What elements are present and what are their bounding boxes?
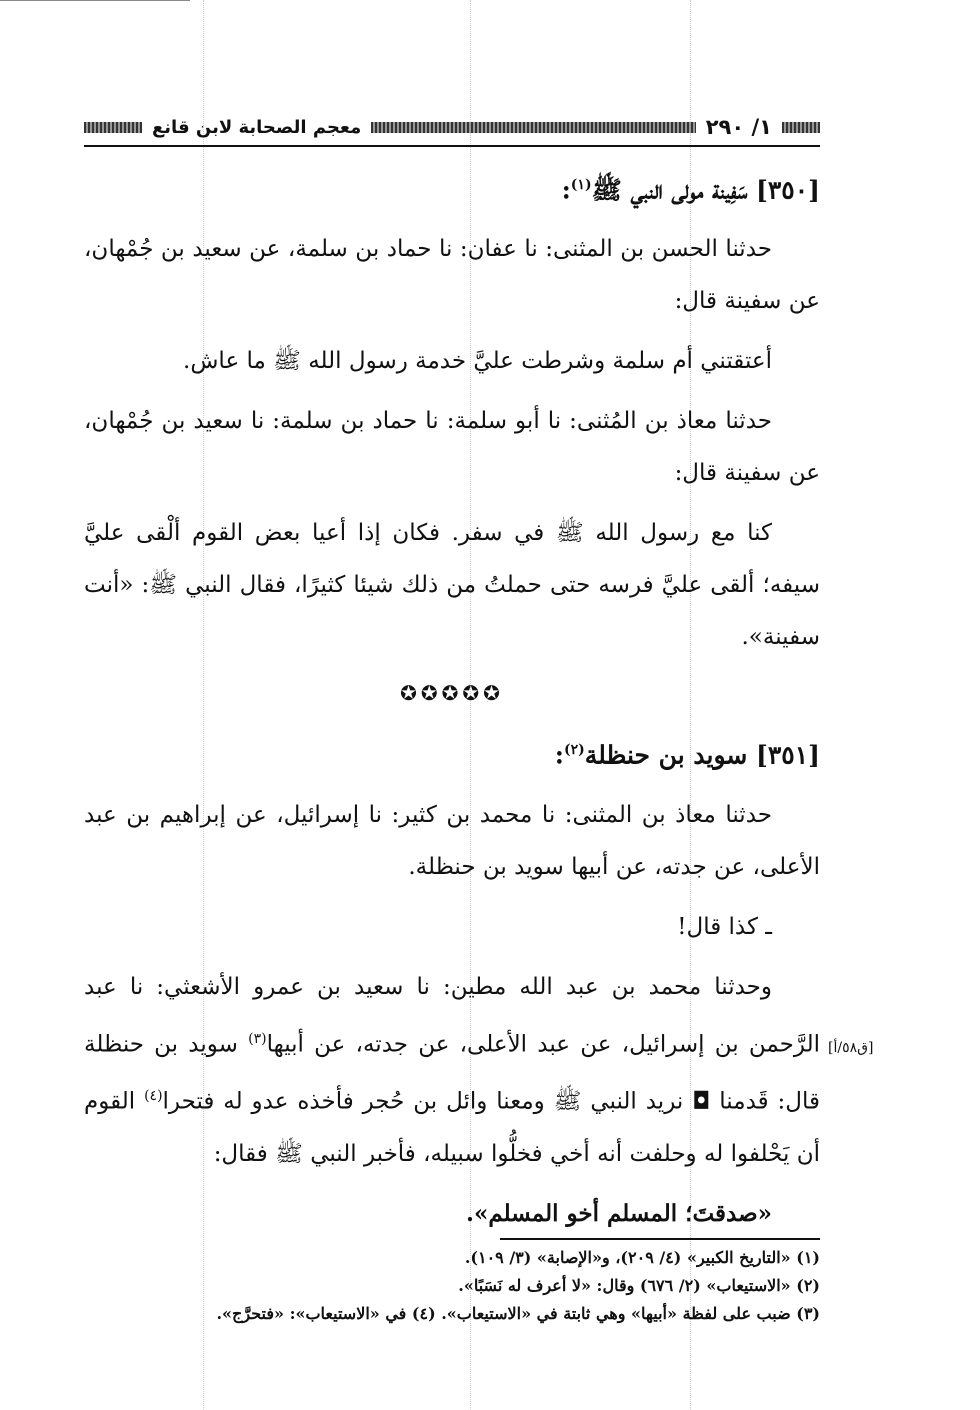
header-rule [84,145,820,147]
footnote: (٢) «الاستيعاب» (٢/ ٦٧٦) وقال: «لا أعرف له نَسَبًا». [458,1276,820,1295]
paragraph-text: سويد بن حنظلة قال: قَدمنا ◘ نريد النبي ﷺ ومعنا وائل بن حُجر فأخذه عدو له فتحرا [84,1031,820,1115]
footnotes [84,1244,820,1328]
entry-heading-text: [٣٥٠] سَفِينة مولى النبي ﷺ [591,175,820,205]
footnote-ref: (٣) [248,1030,267,1047]
running-header [84,112,820,142]
manuscript-folio-note: [ق٥٨/أ] [828,1040,874,1056]
entry-heading-351 [84,721,820,784]
section-separator: ✪✪✪✪✪ [400,681,504,706]
header-ornament-bar [782,122,820,133]
paragraph: حدثنا معاذ بن المُثنى: نا أبو سلمة: نا حماد بن سلمة: نا سعيد بن جُمْهان، عن سفينة قال: [84,408,820,487]
heading-colon: : [554,740,565,770]
paragraph: أعتقتني أم سلمة وشرطت عليَّ خدمة رسول الله ﷺ ما عاش. [183,348,772,375]
paragraph-text: وحدثنا محمد بن عبد الله مطين: نا سعيد بن عمرو الأشعثي: نا عبد الرَّحمن بن إسرائيل، عن عبد الأعلى، عن جدته، عن أبيها [84,973,820,1058]
entry-heading-text: [٣٥١] سويد بن حنظلة [584,740,820,770]
paragraph: ـ كذا قال! [677,913,772,940]
footnote-ref: (٤) [144,1088,163,1105]
paragraph: حدثنا الحسن بن المثنى: نا عفان: نا حماد بن سلمة، عن سعيد بن جُمْهان، عن سفينة قال: [84,236,820,315]
entry-heading-350 [84,156,820,219]
header-ornament-bar [371,122,696,133]
paragraph [84,961,820,1180]
paragraph: حدثنا معاذ بن المثنى: نا محمد بن كثير: نا إسرائيل، عن إبراهيم بن عبد الأعلى، عن جدته، عن أبيها سويد بن حنظلة. [84,801,820,880]
header-ornament-bar [84,122,142,133]
footnote-ref: (١) [570,177,592,193]
top-edge-line [0,0,190,1]
paragraph: كنا مع رسول الله ﷺ في سفر. فكان إذا أعيا بعض القوم ألْقى عليَّ سيفه؛ ألقى عليَّ فرسه حتى حملتُ من ذلك شيئا كثيرًا، فقال النبي ﷺ: «أنت سفينة». [84,520,820,651]
footnote-ref: (٢) [564,742,585,759]
page-number: ١/ ٢٩٠ [705,115,772,139]
hadith-quote: «صدقتَ؛ المسلم أخو المسلم». [465,1199,772,1227]
book-title: معجم الصحابة لابن قانع [152,116,362,138]
footnote: (٣) ضبب على لفظة «أبيها» وهي ثابتة في «الاستيعاب». (٤) في «الاستيعاب»: «فتحرَّج». [216,1304,820,1323]
main-text [84,150,820,1248]
heading-colon: : [561,175,571,205]
footnote-rule [500,1238,820,1240]
footnote: (١) «التاريخ الكبير» (٤/ ٢٠٩)، و«الإصابة» (٣/ ١٠٩). [464,1248,820,1267]
paragraph-text: القوم أن يَحْلفوا له وحلفت أنه أخي فخلُّوا سبيله، فأخبر النبي ﷺ فقال: [84,1088,820,1167]
